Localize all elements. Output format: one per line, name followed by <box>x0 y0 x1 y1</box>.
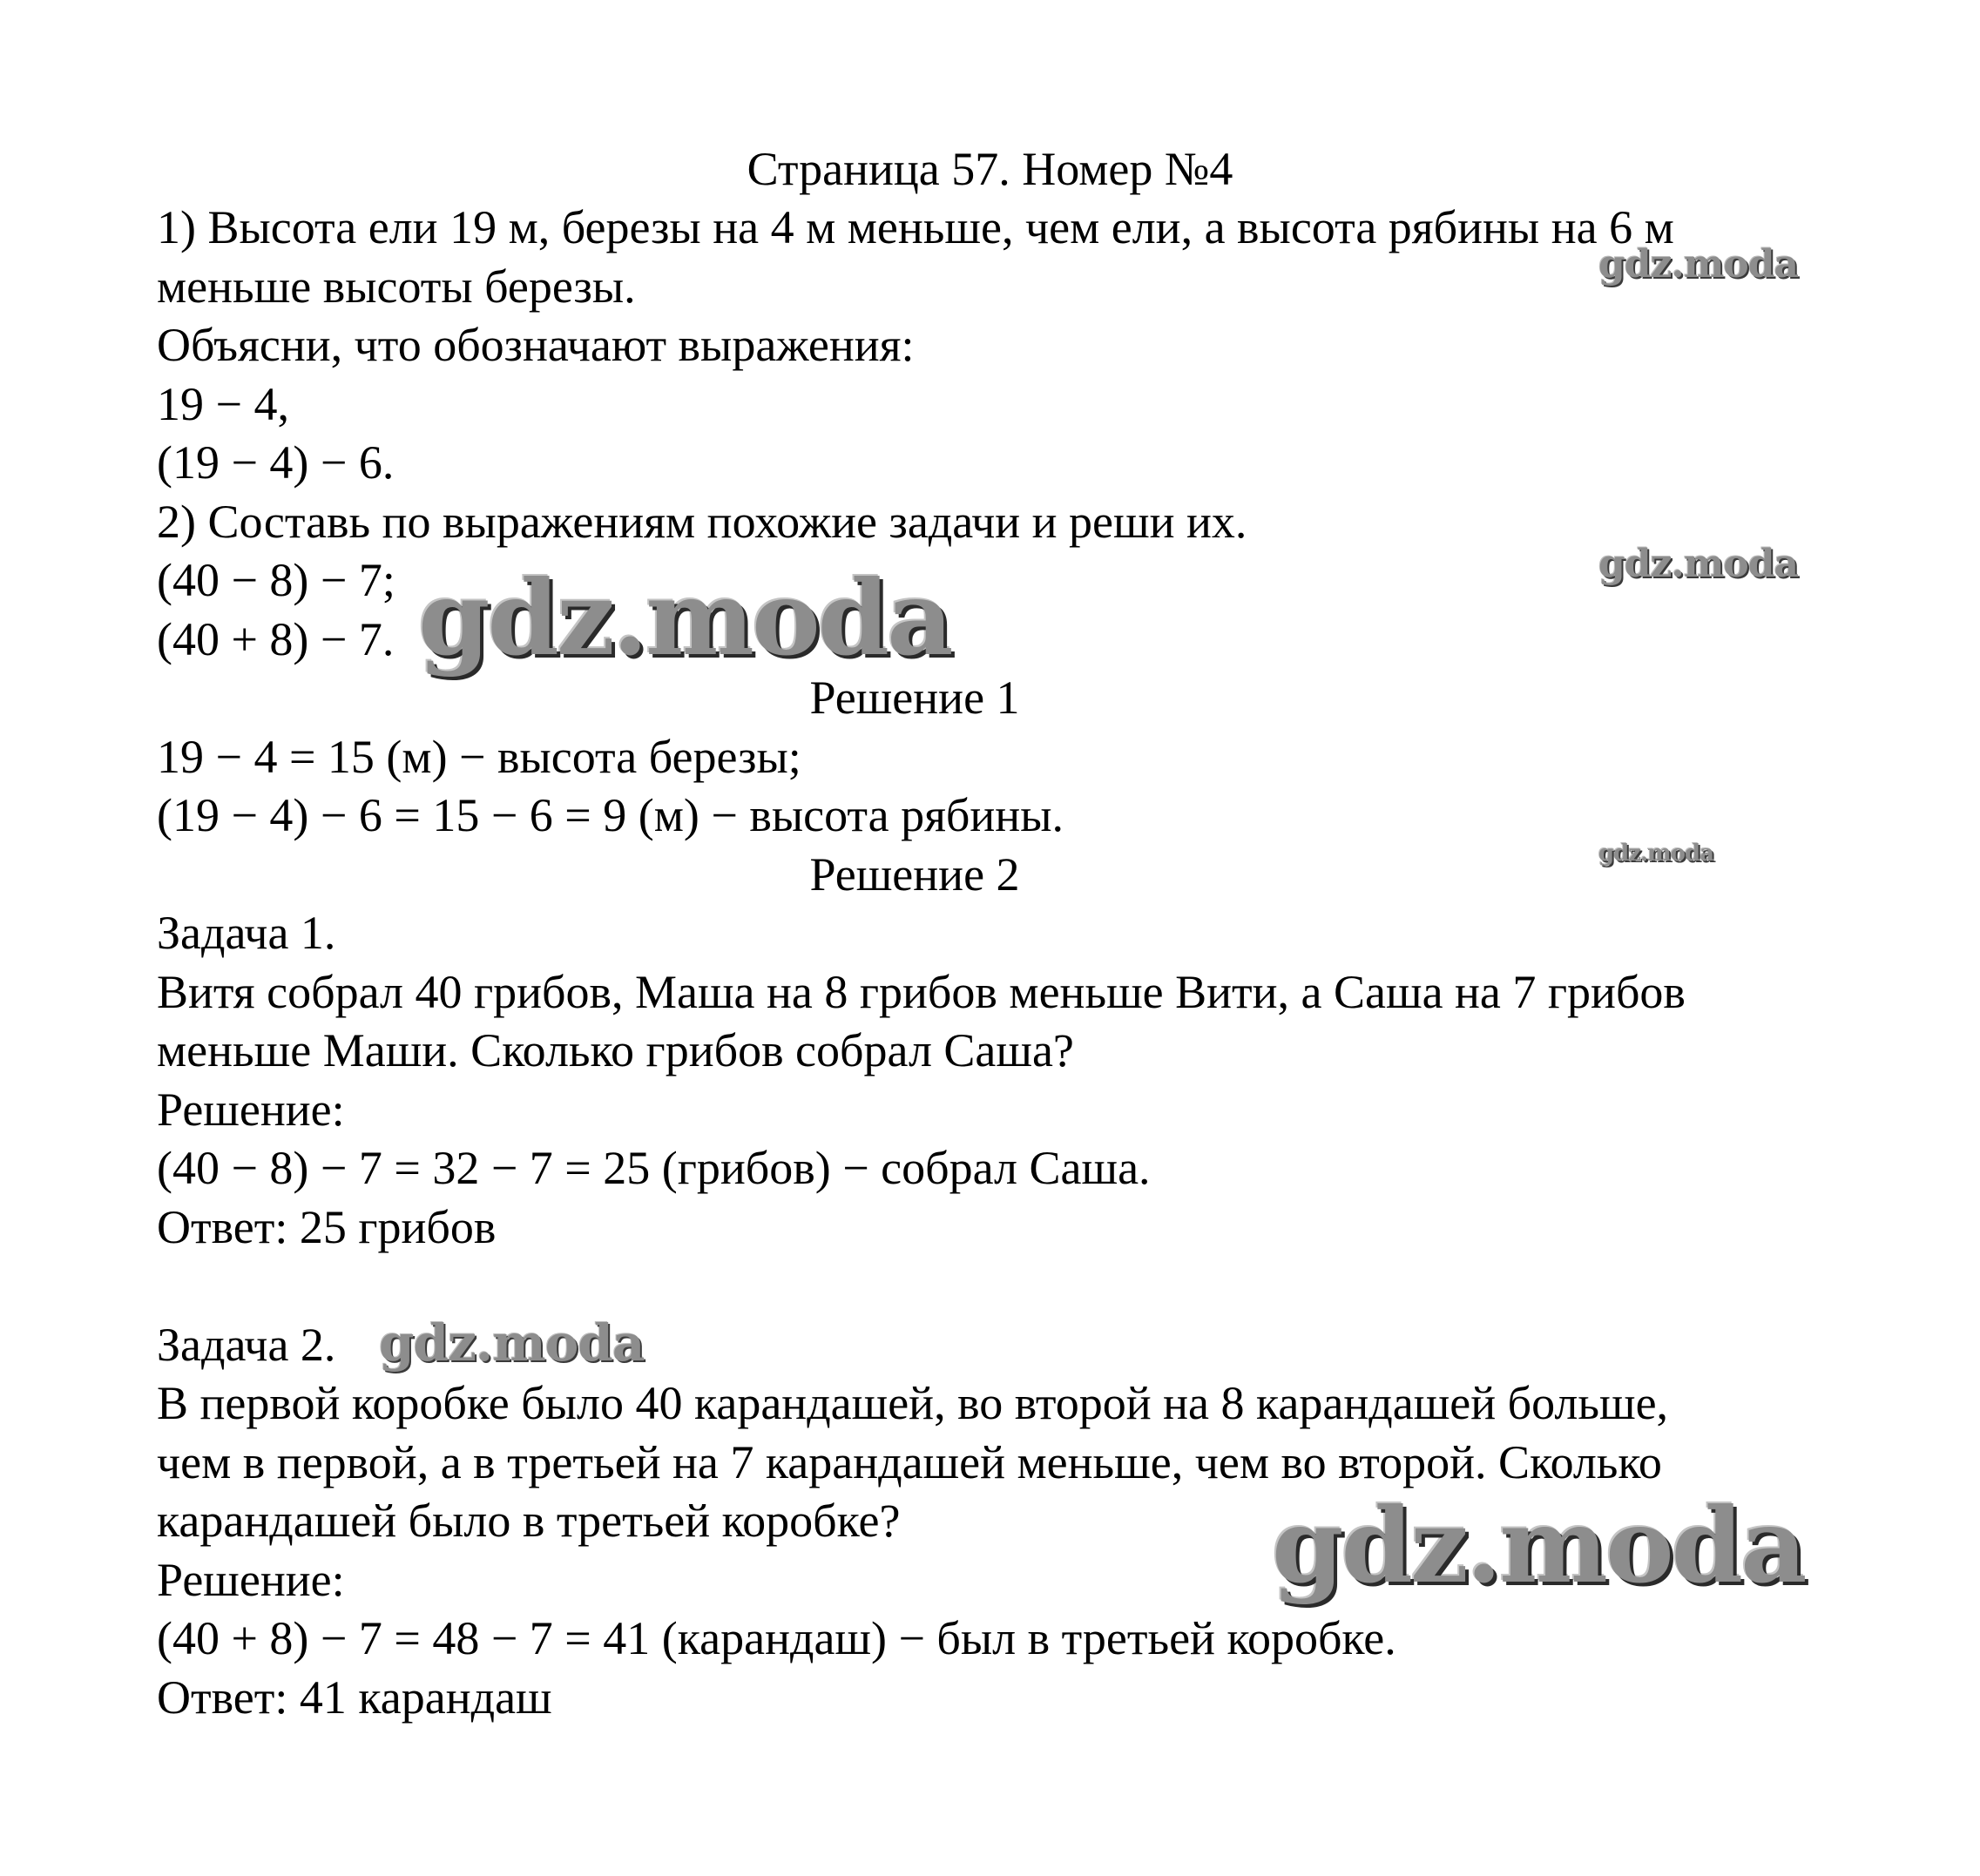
watermark: gdz.moda <box>1598 242 1799 287</box>
text-line: Витя собрал 40 грибов, Маша на 8 грибов меньше Вити, а Саша на 7 грибов <box>157 965 1686 1018</box>
blank-line <box>157 1257 1899 1316</box>
text-line: (40 − 8) − 7 = 32 − 7 = 25 (грибов) − собрал Саша. <box>157 1142 1151 1194</box>
text-line: Объясни, что обозначают выражения: <box>157 319 915 371</box>
watermark: gdz.moda <box>379 1313 645 1373</box>
text-line: (19 − 4) − 6 = 15 − 6 = 9 (м) − высота рябины. <box>157 789 1064 841</box>
section-heading: Решение 1 <box>809 671 1020 724</box>
watermark: gdz.moda <box>418 557 951 678</box>
text-line: В первой коробке было 40 карандашей, во второй на 8 карандашей больше, <box>157 1377 1669 1429</box>
section-heading: Решение 2 <box>809 847 1020 901</box>
text-line: карандашей было в третьей коробке? <box>157 1495 901 1547</box>
text-line: Задача 2. <box>157 1318 336 1371</box>
text-line: (40 + 8) − 7. <box>157 612 395 665</box>
text-line: 2) Составь по выражениям похожие задачи и реши их. <box>157 495 1247 548</box>
text-line: Решение: <box>157 1553 345 1606</box>
text-line: Ответ: 41 карандаш <box>157 1670 552 1724</box>
text-line: меньше Маши. Сколько грибов собрал Саша? <box>157 1024 1074 1076</box>
text-line: (40 − 8) − 7; <box>157 554 395 606</box>
text-line: 19 − 4 = 15 (м) − высота березы; <box>157 730 801 783</box>
text-line: Задача 1. <box>157 907 336 959</box>
text-line: чем в первой, а в третьей на 7 карандашей меньше, чем во второй. Сколько <box>157 1435 1662 1488</box>
text-line: Ответ: 25 грибов <box>157 1200 497 1253</box>
page-title: Страница 57. Номер №4 <box>747 143 1233 195</box>
text-line: Решение: <box>157 1083 345 1136</box>
text-line: меньше высоты березы. <box>157 260 636 313</box>
text-line: 1) Высота ели 19 м, березы на 4 м меньше, чем ели, а высота рябины на 6 м <box>157 201 1674 253</box>
text-line: 19 − 4, <box>157 377 289 430</box>
watermark: gdz.moda <box>1598 542 1799 586</box>
watermark: gdz.moda <box>1272 1485 1805 1606</box>
watermark: gdz.moda <box>1598 840 1714 867</box>
text-line: (19 − 4) − 6. <box>157 436 395 489</box>
text-line: (40 + 8) − 7 = 48 − 7 = 41 (карандаш) − был в третьей коробке. <box>157 1612 1396 1664</box>
